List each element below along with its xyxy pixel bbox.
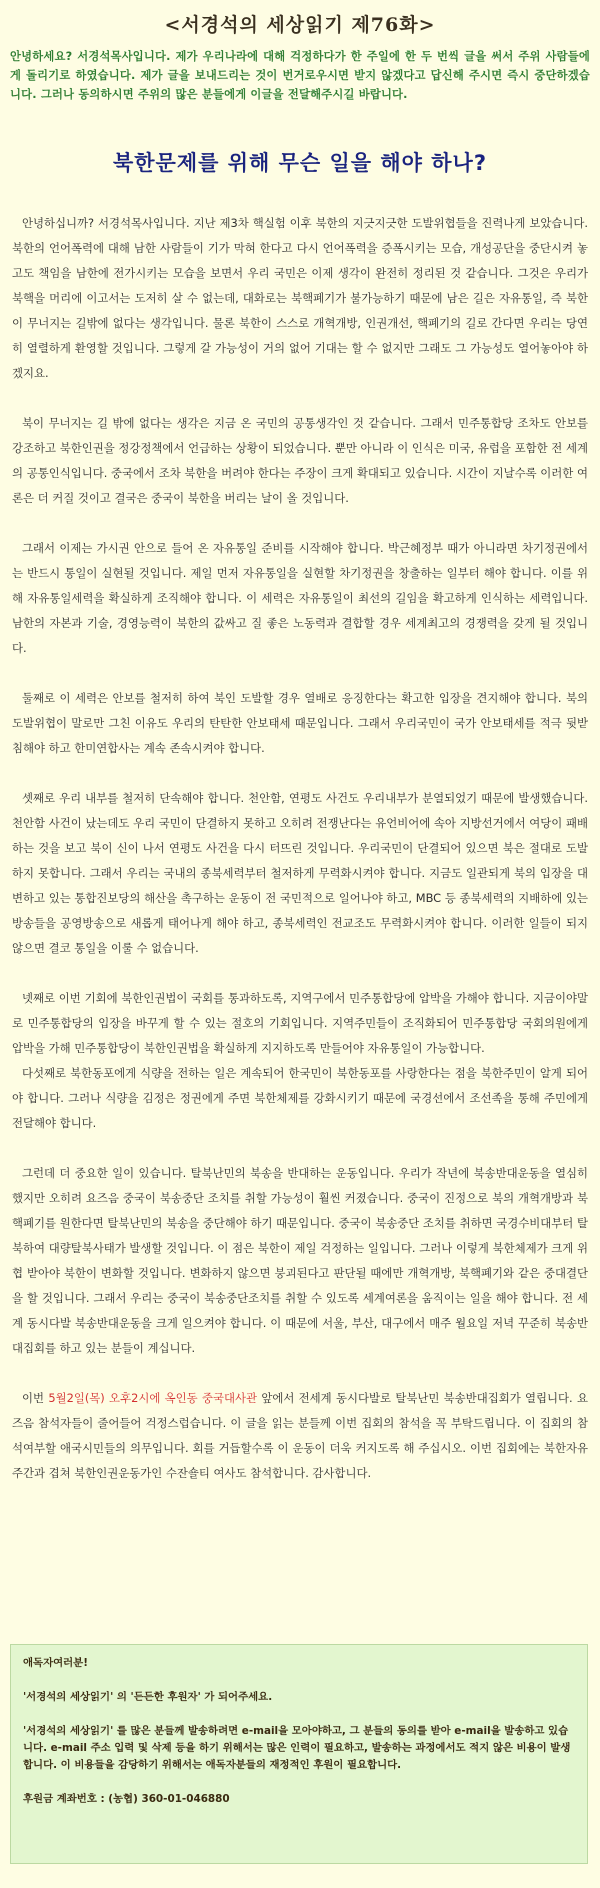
rally-intro: 이번 [22,1391,49,1405]
intro-message: 안녕하세요? 서경석목사입니다. 제가 우리나라에 대해 걱정하다가 한 주일에 한 두 번씩 글을 써서 주위 사람들에게 돌리기로 하였습니다. 제가 글을 보내드리는 것이 번거로우시면 받지 않겠다고 답신해 주시면 즉시 중단하겠습니다. 그러나 동의하시면 주위의 많은 분들에게 이글을 전달해주시길 바랍니다. [10,50,590,101]
article-title: 북한문제를 위해 무슨 일을 해야 하나? [112,151,488,175]
page-header [0,0,600,47]
supporter-notice-box [10,1644,588,1864]
notice-line-2: '서경석의 세상읽기' 를 많은 분들께 발송하려면 e-mail을 모아야하고, 그 분들의 동의를 받아 e-mail을 발송하고 있습니다. e-mail 주소 입력 및 삭제 등을 하기 위해서는 많은 인력이 필요하고, 발송하는 과정에서도 적지 않은 비용이 발생합니다. 이 비용들을 감당하기 위해서는 애독자분들의 재정적인 후원이 필요합니다. [23,1725,571,1771]
notice-greeting: 애독자여러분! [23,1657,88,1669]
paragraph-4: 둘째로 이 세력은 안보를 철저히 하여 북인 도발할 경우 열배로 응징한다는 확고한 입장을 견지해야 합니다. 북의 도발위협이 말로만 그친 이유도 우리의 탄탄한 안보태세 때문입니다. 그래서 우리국민이 국가 안보태세를 적극 뒷받침해야 하고 한미연합사는 계속 존속시켜야 합니다. [12,691,588,755]
rally-text: 앞에서 전세계 동시다발로 탈북난민 북송반대집회가 열립니다. 요즈음 참석자들이 줄어들어 걱정스럽습니다. 이 글을 읽는 분들께 이번 집회의 참석을 꼭 부탁드립니다. 이 집회의 참석여부할 애국시민들의 의무입니다. 회를 거듭할수록 이 운동이 더욱 커지도록 해 주십시오. 이번 집회에는 북한자유주간과 겹쳐 북한인권운동가인 수잔숄티 여사도 참석합니다. 감사합니다. [12,1391,588,1480]
rally-highlight: 5월2일(목) 오후2시에 옥인동 중국대사관 [48,1391,257,1405]
paragraph-3: 그래서 이제는 가시권 안으로 들어 온 자유통일 준비를 시작해야 합니다. 박근혜정부 때가 아니라면 차기정권에서는 반드시 통일이 실현될 것입니다. 제일 먼저 자유통일을 실현할 차기정권을 창출하는 일부터 해야 합니다. 이를 위해 자유통일세력을 확실하게 조직해야 합니다. 이 세력은 자유통일이 최선의 길임을 확고하게 인식하는 세력입니다. 남한의 자본과 기술, 경영능력이 북한의 값싸고 질 좋은 노동력과 결합할 경우 세계최고의 경쟁력을 갖게 될 것입니다. [12,541,588,655]
notice-line-1: '서경석의 세상읽기' 의 '든든한 후원자' 가 되어주세요. [23,1691,273,1703]
paragraph-5: 셋째로 우리 내부를 철저히 단속해야 합니다. 천안함, 연평도 사건도 우리내부가 분열되었기 때문에 발생했습니다. 천안함 사건이 났는데도 우리 국민이 단결하지 못하고 오히려 전쟁난다는 유언비어에 속아 지방선거에서 여당이 패배하는 것을 보고 북이 신이 나서 연평도 사건을 다시 터뜨린 것입니다. 우리국민이 단결되어 있으면 북은 절대로 도발하지 못합니다. 그래서 우리는 국내의 종북세력부터 철저하게 무력화시켜야 합니다. 지금도 일관되게 북의 입장을 대변하고 있는 통합진보당의 해산을 촉구하는 운동이 전 국민적으로 일어나야 하고, MBC 등 종북세력의 지배하에 있는 방송들을 공영방송으로 새롭게 태어나게 해야 하고, 종북세력인 전교조도 무력화시켜야 합니다. 이러한 일들이 되지 않으면 결코 통일을 이룰 수 없습니다. [12,791,588,955]
series-title: <서경석의 세상읽기 제76화> [164,14,436,36]
paragraph-6: 넷째로 이번 기회에 북한인권법이 국회를 통과하도록, 지역구에서 민주통합당에 압박을 가해야 합니다. 지금이야말로 민주통합당의 입장을 바꾸게 할 수 있는 절호의 기회입니다. 지역주민들이 조직화되어 민주통합당 국회의원에게 압박을 가해 민주통합당이 북한인권법을 확실하게 지지하도록 만들어야 자유통일이 가능합니다. [12,991,588,1055]
paragraph-9 [12,1386,588,1486]
paragraph-2: 북이 무너지는 길 밖에 없다는 생각은 지금 온 국민의 공통생각인 것 같습니다. 그래서 민주통합당 조차도 안보를 강조하고 북한인권을 정강정책에서 언급하는 상황이 되었습니다. 뿐만 아니라 이 인식은 미국, 유럽을 포함한 전 세계의 공통인식입니다. 중국에서 조차 북한을 버려야 한다는 주장이 크게 확대되고 있습니다. 시간이 지날수록 이러한 여론은 더 커질 것이고 결국은 중국이 북한을 버리는 날이 올 것입니다. [12,416,588,505]
donation-account: 후원금 계좌번호 : (농협) 360-01-046880 [23,1793,230,1805]
article-body [12,211,588,1486]
paragraph-7: 다섯째로 북한동포에게 식량을 전하는 일은 계속되어 한국민이 북한동포를 사랑한다는 점을 북한주민이 알게 되어야 합니다. 그러나 식량을 김정은 정권에게 주면 북한체제를 강화시키기 때문에 국경선에서 조선족을 통해 주민에게 전달해야 합니다. [12,1066,588,1130]
paragraph-1: 안녕하십니까? 서경석목사입니다. 지난 제3차 핵실험 이후 북한의 지긋지긋한 도발위협들을 진력나게 보았습니다. 북한의 언어폭력에 대해 남한 사람들이 기가 막혀 한다고 다시 언어폭력을 증폭시키는 모습, 개성공단을 중단시켜 놓고도 책임을 남한에 전가시키는 모습을 보면서 우리 국민은 이제 생각이 완전히 정리된 것 같습니다. 그것은 우리가 북핵을 머리에 이고서는 도저히 살 수 없는데, 대화로는 북핵폐기가 불가능하기 때문에 남은 길은 자유통일, 즉 북한이 무너지는 길밖에 없다는 생각입니다. 물론 북한이 스스로 개혁개방, 인권개선, 핵폐기의 길로 간다면 우리는 당연히 열렬하게 환영할 것입니다. 그렇게 갈 가능성이 거의 없어 기대는 할 수 없지만 그래도 그 가능성도 열어놓아야 하겠지요. [12,216,588,380]
paragraph-8: 그런데 더 중요한 일이 있습니다. 탈북난민의 북송을 반대하는 운동입니다. 우리가 작년에 북송반대운동을 열심히 했지만 오히려 요즈음 중국이 북송중단 조치를 취할 가능성이 훨씬 커졌습니다. 중국이 진정으로 북의 개혁개방과 북핵폐기를 원한다면 탈북난민의 북송을 중단해야 하기 때문입니다. 중국이 북송중단 조치를 취하면 국경수비대부터 탈북하여 대량탈북사태가 발생할 것입니다. 이 점은 북한이 제일 걱정하는 일입니다. 그러나 이렇게 북한체제가 크게 위협 받아야 북한이 변화할 것입니다. 변화하지 않으면 붕괴된다고 판단될 때에만 개혁개방, 북핵폐기와 같은 중대결단을 할 것입니다. 그래서 우리는 중국이 북송중단조치를 취할 수 있도록 세계여론을 움직이는 일을 해야 합니다. 전 세계 동시다발 북송반대운동을 크게 일으켜야 합니다. 이 때문에 서울, 부산, 대구에서 매주 월요일 저녁 꾸준히 북송반대집회를 하고 있는 분들이 계십니다. [12,1166,588,1355]
